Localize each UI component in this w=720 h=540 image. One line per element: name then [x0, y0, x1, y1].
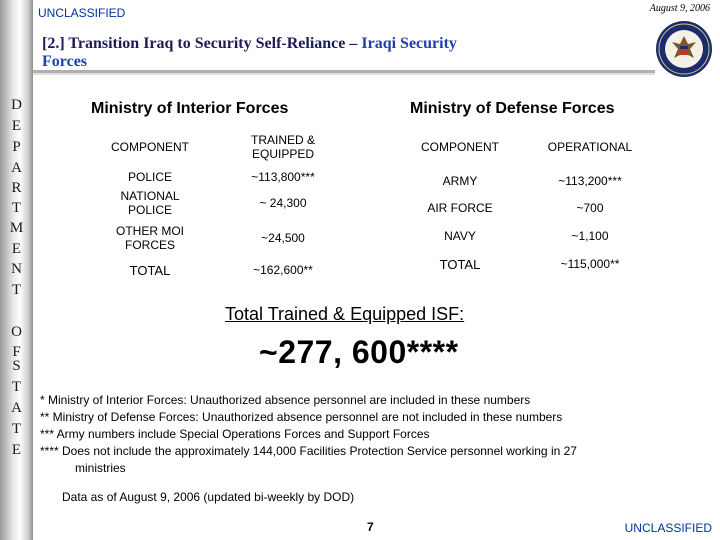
- mod-table: [392, 124, 656, 280]
- table-header-row: [396, 128, 652, 166]
- table-cell: TOTAL: [129, 262, 171, 278]
- table-row: [396, 196, 652, 220]
- sidebar-letter: E: [11, 118, 22, 134]
- column-header: [216, 128, 350, 166]
- total-value: ~277, 600****: [259, 334, 459, 370]
- sidebar-letter: E: [11, 241, 22, 257]
- title-highlight: Forces: [42, 53, 88, 70]
- cell-line: POLICE: [127, 203, 172, 217]
- sidebar-letter: D: [11, 97, 22, 113]
- table-cell: ~115,000**: [560, 257, 620, 271]
- table-cell: ~1,100: [571, 229, 609, 243]
- footnote-continuation: ministries: [75, 461, 126, 475]
- moi-table: [84, 124, 354, 286]
- table-row: [396, 224, 652, 248]
- table-cell: ARMY: [442, 174, 478, 188]
- cell-line: NATIONAL: [120, 189, 180, 203]
- cell-line: OTHER MOI: [116, 224, 184, 238]
- table-row: [88, 188, 350, 218]
- footnotes: [40, 392, 710, 477]
- table-cell: ~24,500: [261, 231, 305, 245]
- column-header: COMPONENT: [421, 140, 499, 154]
- sidebar-letter: E: [11, 442, 22, 458]
- sidebar-letter: T: [11, 421, 22, 437]
- table-cell: [88, 222, 212, 254]
- sidebar-letter: A: [11, 400, 22, 416]
- mod-heading: Ministry of Defense Forces: [410, 100, 615, 117]
- sidebar-letter: P: [12, 139, 21, 155]
- column-header: OPERATIONAL: [547, 140, 633, 154]
- table-cell: TOTAL: [439, 256, 481, 272]
- table-cell: POLICE: [127, 170, 172, 184]
- sidebar-letter: F: [12, 344, 21, 360]
- footnote: ** Ministry of Defense Forces: Unauthorized absence personnel are not included in these numbers: [40, 410, 563, 424]
- table-row: [88, 222, 350, 254]
- table-cell: ~113,200***: [558, 174, 622, 188]
- table-cell: AIR FORCE: [427, 201, 493, 215]
- sidebar-letter: A: [11, 160, 22, 176]
- table-row: [88, 258, 350, 282]
- table-cell: NAVY: [444, 229, 476, 243]
- footnote: * Ministry of Interior Forces: Unauthorized absence personnel are included in these numbers: [40, 393, 531, 407]
- sidebar-letter: M: [9, 220, 24, 236]
- title-prefix: [2.] Transition Iraq to Security Self-Reliance –: [42, 35, 362, 52]
- sidebar-letter: O: [11, 324, 22, 340]
- sidebar-letter: T: [11, 200, 22, 216]
- sidebar-letter: R: [11, 180, 22, 196]
- moi-heading: Ministry of Interior Forces: [91, 100, 289, 117]
- classification-top: UNCLASSIFIED: [38, 6, 126, 20]
- slide-date: August 9, 2006: [649, 3, 710, 14]
- sidebar-letter: S: [12, 358, 21, 374]
- footnote: *** Army numbers include Special Operations Forces and Support Forces: [40, 427, 430, 441]
- sidebar-letter: T: [11, 282, 22, 298]
- column-header: COMPONENT: [111, 140, 189, 154]
- data-as-of: Data as of August 9, 2006 (updated bi-weekly by DOD): [62, 490, 355, 504]
- sidebar-department-of-state: [0, 0, 33, 540]
- slide-title: [42, 35, 602, 71]
- classification-bottom: UNCLASSIFIED: [624, 521, 712, 535]
- table-header-row: [88, 128, 350, 166]
- title-highlight: Iraqi Security: [361, 35, 457, 52]
- table-cell: ~ 24,300: [259, 196, 307, 210]
- table-row: [396, 252, 652, 276]
- total-label: Total Trained & Equipped ISF:: [225, 304, 465, 324]
- table-row: [396, 170, 652, 192]
- table-cell: ~113,800***: [251, 170, 315, 184]
- footnote: **** Does not include the approximately 144,000 Facilities Protection Service personnel working in 27: [40, 444, 577, 458]
- department-seal-icon: [655, 20, 713, 78]
- page-number: 7: [367, 520, 374, 534]
- table-cell: [88, 188, 212, 218]
- header-line: TRAINED &: [250, 133, 315, 147]
- cell-line: FORCES: [124, 238, 175, 252]
- table-cell: ~162,600**: [253, 263, 313, 277]
- sidebar-letter: T: [11, 379, 22, 395]
- table-row: [88, 170, 350, 184]
- table-cell: ~700: [576, 201, 604, 215]
- sidebar-letter: N: [11, 261, 22, 277]
- header-line: EQUIPPED: [251, 147, 314, 161]
